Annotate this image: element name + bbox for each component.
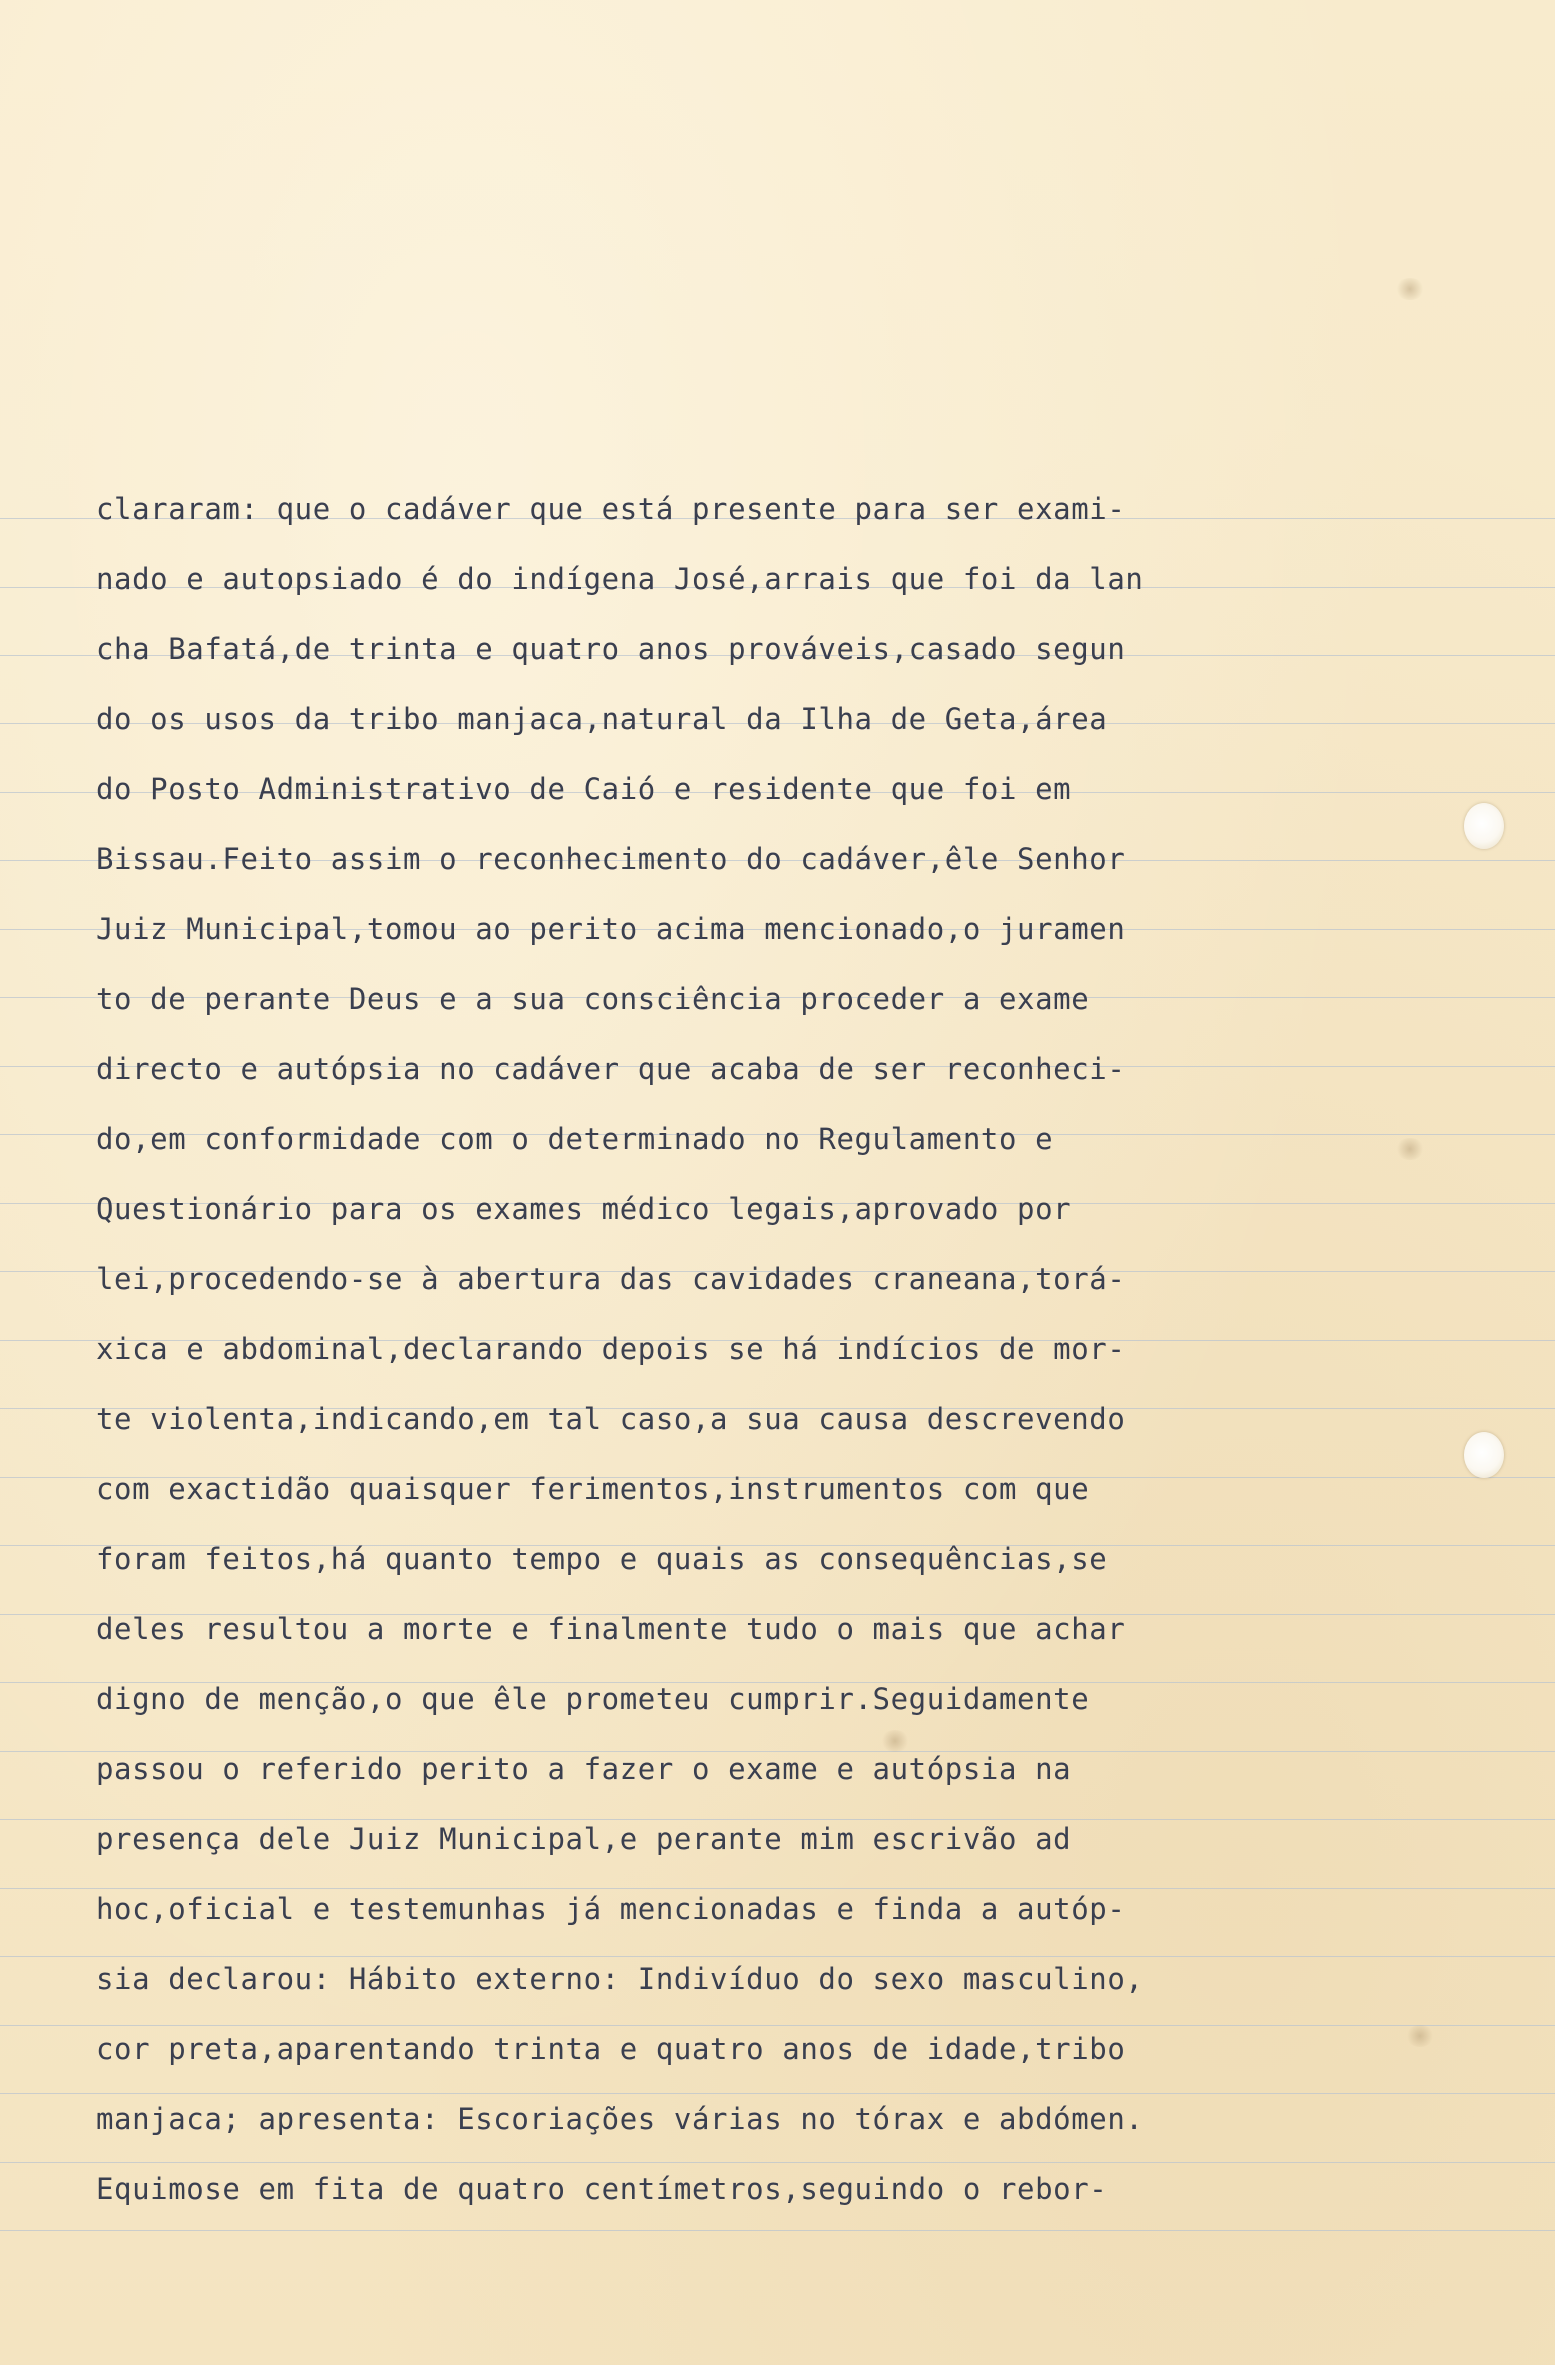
paper-stain (1405, 2025, 1435, 2047)
punch-hole (1464, 803, 1504, 849)
text-line: foram feitos,há quanto tempo e quais as consequências,se (96, 1542, 1108, 1576)
text-line: sia declarou: Hábito externo: Indivíduo do sexo masculino, (96, 1962, 1144, 1996)
paper-stain (1395, 278, 1425, 300)
text-line: do os usos da tribo manjaca,natural da Ilha de Geta,área (96, 702, 1108, 736)
text-line: do Posto Administrativo de Caió e residente que foi em (96, 772, 1072, 806)
text-line: xica e abdominal,declarando depois se há indícios de mor- (96, 1332, 1126, 1366)
text-line: lei,procedendo-se à abertura das cavidades craneana,torá- (96, 1262, 1126, 1296)
text-line: passou o referido perito a fazer o exame e autópsia na (96, 1752, 1072, 1786)
text-line: Bissau.Feito assim o reconhecimento do cadáver,êle Senhor (96, 842, 1126, 876)
text-line: deles resultou a morte e finalmente tudo o mais que achar (96, 1612, 1126, 1646)
text-line: digno de menção,o que êle prometeu cumprir.Seguidamente (96, 1682, 1090, 1716)
text-line: com exactidão quaisquer ferimentos,instrumentos com que (96, 1472, 1090, 1506)
ruled-line (0, 2230, 1555, 2231)
text-line: directo e autópsia no cadáver que acaba de ser reconheci- (96, 1052, 1126, 1086)
text-line: Questionário para os exames médico legais,aprovado por (96, 1192, 1072, 1226)
text-line: te violenta,indicando,em tal caso,a sua causa descrevendo (96, 1402, 1126, 1436)
text-line: Equimose em fita de quatro centímetros,seguindo o rebor- (96, 2172, 1108, 2206)
text-line: cha Bafatá,de trinta e quatro anos prováveis,casado segun (96, 632, 1126, 666)
text-line: to de perante Deus e a sua consciência proceder a exame (96, 982, 1090, 1016)
paper-stain (1395, 1138, 1425, 1160)
text-line: manjaca; apresenta: Escoriações várias no tórax e abdómen. (96, 2102, 1144, 2136)
typed-text-block (96, 474, 1276, 2224)
text-line: clararam: que o cadáver que está presente para ser exami- (96, 492, 1126, 526)
text-line: presença dele Juiz Municipal,e perante mim escrivão ad (96, 1822, 1072, 1856)
text-line: Juiz Municipal,tomou ao perito acima mencionado,o juramen (96, 912, 1126, 946)
text-line: hoc,oficial e testemunhas já mencionadas e finda a autóp- (96, 1892, 1126, 1926)
text-line: do,em conformidade com o determinado no Regulamento e (96, 1122, 1054, 1156)
text-line: cor preta,aparentando trinta e quatro anos de idade,tribo (96, 2032, 1126, 2066)
text-line: nado e autopsiado é do indígena José,arrais que foi da lan (96, 562, 1144, 596)
punch-hole (1464, 1432, 1504, 1478)
